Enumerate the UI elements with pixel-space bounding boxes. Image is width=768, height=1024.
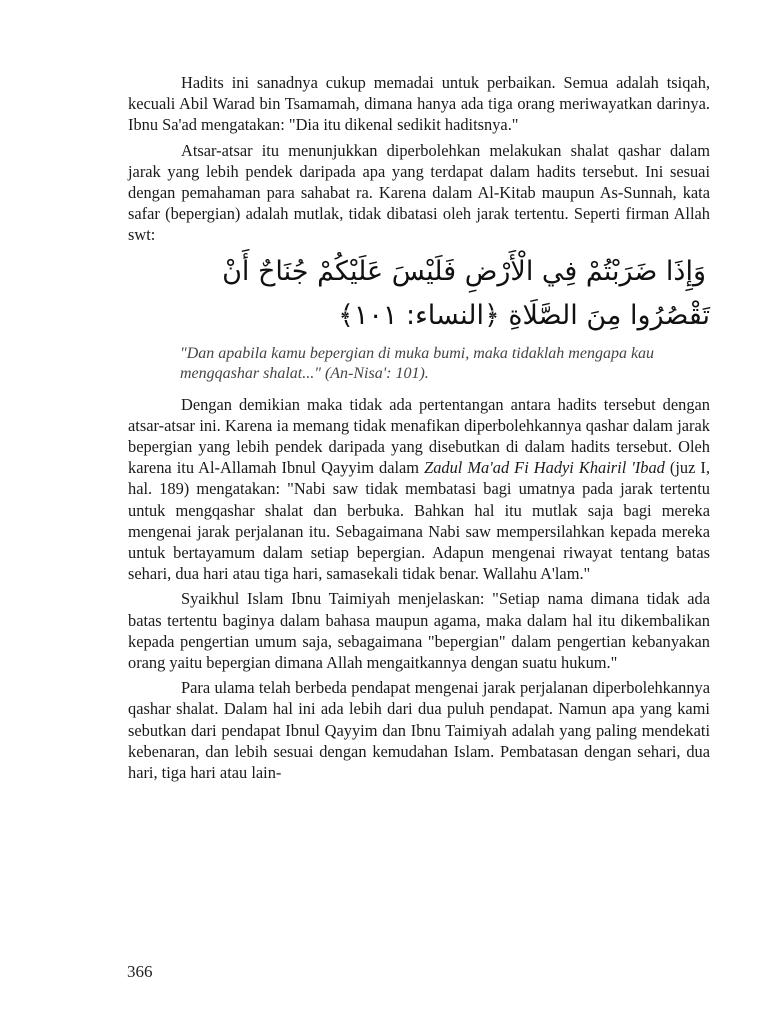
book-title: Zadul Ma'ad Fi Hadyi Khairil 'Ibad	[424, 458, 665, 478]
paragraph-1: Hadits ini sanadnya cukup memadai untuk perbaikan. Semua adalah tsiqah, kecuali Abil Warad bin Tsamamah, dimana hanya ada tiga orang meriwayatkan darinya. Ibnu Sa'ad mengatakan: "Dia itu dikenal sedikit haditsnya."	[128, 73, 710, 135]
paragraph-4: Syaikhul Islam Ibnu Taimiyah menjelaskan: "Setiap nama dimana tidak ada batas tertentu baginya dalam bahasa maupun agama, maka dalam hal itu dikembalikan kepada pengertian umum saja, sebagaimana "bepergian" dalam pengertian kebanyakan orang yaitu bepergian dimana Allah mengaitkannya dengan suatu hukum."	[128, 589, 710, 673]
page-number: 366	[127, 962, 153, 981]
quran-verse	[128, 250, 710, 338]
quran-verse-line-2: تَقْصُرُوا مِنَ الصَّلَاةِ ﴿النساء: ١٠١﴾	[338, 299, 710, 331]
paragraph-2: Atsar-atsar itu menunjukkan diperbolehkan melakukan shalat qashar dalam jarak yang lebih pendek daripada apa yang terdapat dalam hadits tersebut. Ini sesuai dengan pemahaman para sahabat ra. Karena dalam Al-Kitab maupun As-Sunnah, kata safar (bepergian) adalah mutlak, tidak dibatasi oleh jarak tertentu. Seperti firman Allah swt:	[128, 140, 710, 245]
paragraph-3	[128, 394, 710, 585]
body-text	[128, 72, 710, 787]
paragraph-3-text-start: Dengan demikian maka tidak ada pertentangan antara hadits tersebut dengan atsar-atsar ini. Karena ia memang tidak menafikan diperbolehkannya qashar dalam jarak bepergian yang lebih pendek daripada yang disebutkan di dalam hadits tersebut. Oleh karena itu Al-Allamah Ibnul Qayyim dalam	[128, 394, 710, 478]
verse-translation: "Dan apabila kamu bepergian di muka bumi, maka tidaklah mengapa kau mengqashar shalat..." (An-Nisa': 101).	[180, 344, 655, 382]
paragraph-5: Para ulama telah berbeda pendapat mengenai jarak perjalanan diperbolehkannya qashar shalat. Dalam hal ini ada lebih dari dua puluh pendapat. Namun apa yang kami sebutkan dari pendapat Ibnul Qayyim dan Ibnu Taimiyah adalah yang paling mendekati kebenaran, dan lebih sesuai dengan kemudahan Islam. Pembatasan dengan sehari, dua hari, tiga hari atau lain-	[128, 678, 710, 783]
paragraph-3-text-end: (juz I, hal. 189) mengatakan: "Nabi saw tidak membatasi bagi umatnya pada jarak tertentu untuk mengqashar shalat dan berbuka. Bahkan hal itu mutlak saja bagi mereka mengenai jarak perjalanan itu. Sebagaimana Nabi saw mempersilahkan kepada mereka untuk bertayamum dalam setiap bepergian. Adapun mengenai riwayat tentang batas sehari, dua hari atau tiga hari, samasekali tidak benar. Wallahu A'lam."	[128, 458, 710, 584]
quran-verse-line-1: وَإِذَا ضَرَبْتُمْ فِي الْأَرْضِ فَلَيْسَ عَلَيْكُمْ جُنَاحٌ أَنْ	[222, 255, 706, 287]
